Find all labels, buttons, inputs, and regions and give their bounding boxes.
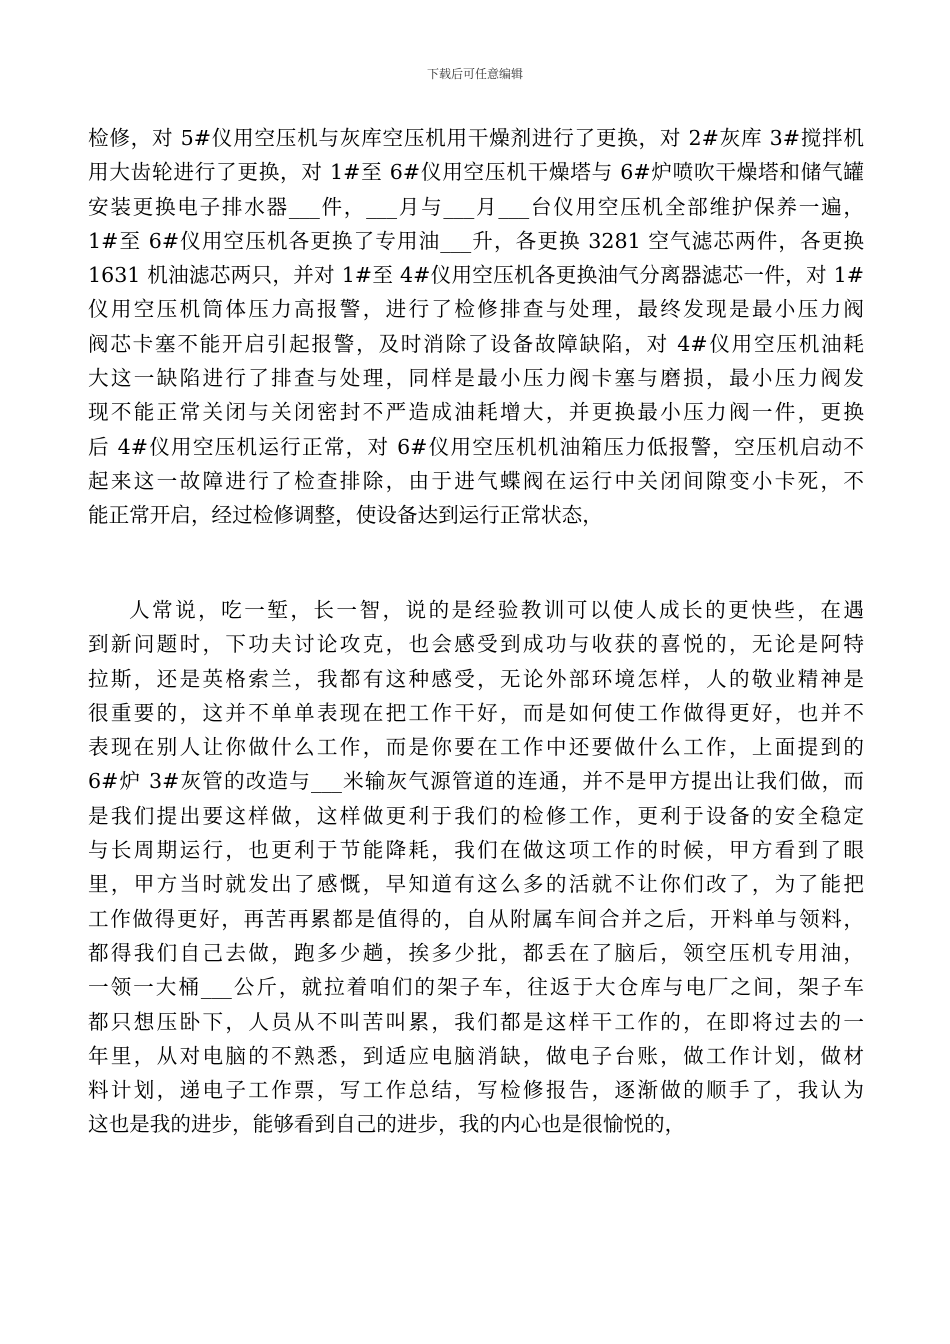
text-line: 现不能正常关闭与关闭密封不严造成油耗增大，并更换最小压力阀一件，更换 — [88, 400, 864, 425]
text-line: 大这一缺陷进行了排查与处理，同样是最小压力阀卡塞与磨损，最小压力阀发 — [88, 366, 864, 391]
text-line: 1631 机油滤芯两只，并对 1#至 4#仪用空压机各更换油气分离器滤芯一件，对 1# — [88, 263, 864, 288]
text-line: 6#炉 3#灰管的改造与___米输灰气源管道的连通，并不是甲方提出让我们做，而 — [88, 769, 864, 794]
text-line: 是我们提出要这样做，这样做更利于我们的检修工作，更利于设备的安全稳定 — [88, 803, 864, 828]
text-line: 起来这一故障进行了检查排除，由于进气蝶阀在运行中关闭间隙变小卡死，不 — [88, 468, 864, 493]
text-line: 拉斯，还是英格索兰，我都有这种感受，无论外部环境怎样，人的敬业精神是 — [88, 666, 864, 691]
text-line: 检修，对 5#仪用空压机与灰库空压机用干燥剂进行了更换，对 2#灰库 3#搅拌机 — [88, 126, 864, 150]
page-header: 下载后可任意编辑 — [426, 67, 523, 81]
text-line: 安装更换电子排水器___件，___月与___月___台仪用空压机全部维护保养一遍， — [88, 194, 864, 219]
text-line: 工作做得更好，再苦再累都是值得的，自从附属车间合并之后，开料单与领料， — [88, 906, 864, 931]
text-line: 都只想压卧下，人员从不叫苦叫累，我们都是这样干工作的，在即将过去的一 — [88, 1009, 864, 1034]
paragraph-2 — [88, 593, 864, 1142]
text-line: 很重要的，这并不单单表现在把工作干好，而是如何使工作做得更好，也并不 — [88, 700, 864, 725]
text-line: 表现在别人让你做什么工作，而是你要在工作中还要做什么工作，上面提到的 — [88, 735, 864, 760]
text-line: 都得我们自己去做，跑多少趟，挨多少批，都丢在了脑后，领空压机专用油， — [88, 940, 864, 965]
paragraph-1 — [88, 121, 864, 533]
text-line: 1#至 6#仪用空压机各更换了专用油___升，各更换 3281 空气滤芯两件，各更换 — [88, 228, 864, 253]
text-line: 里，甲方当时就发出了感慨，早知道有这么多的活就不让你们改了，为了能把 — [88, 872, 864, 897]
text-line: 一领一大桶___公斤，就拉着咱们的架子车，往返于大仓库与电厂之间，架子车 — [88, 975, 864, 1000]
text-line: 仪用空压机筒体压力高报警，进行了检修排查与处理，最终发现是最小压力阀 — [88, 297, 864, 322]
text-line: 料计划，递电子工作票，写工作总结，写检修报告，逐渐做的顺手了，我认为 — [88, 1078, 864, 1103]
text-line: 到新问题时，下功夫讨论攻克，也会感受到成功与收获的喜悦的，无论是阿特 — [88, 632, 864, 657]
text-line: 这也是我的进步，能够看到自己的进步，我的内心也是很愉悦的， — [88, 1112, 686, 1137]
text-line: 阀芯卡塞不能开启引起报警，及时消除了设备故障缺陷，对 4#仪用空压机油耗 — [88, 331, 864, 356]
text-line: 能正常开启，经过检修调整，使设备达到运行正常状态， — [88, 503, 603, 528]
text-line: 与长周期运行，也更利于节能降耗，我们在做这项工作的时候，甲方看到了眼 — [88, 838, 864, 863]
text-line: 年里，从对电脑的不熟悉，到适应电脑消缺，做电子台账，做工作计划，做材 — [88, 1043, 864, 1068]
text-line: 用大齿轮进行了更换，对 1#至 6#仪用空压机干燥塔与 6#炉喷吹干燥塔和储气罐 — [88, 160, 864, 185]
text-line: 人常说，吃一堑，长一智，说的是经验教训可以使人成长的更快些，在遇 — [129, 598, 864, 622]
text-line: 后 4#仪用空压机运行正常，对 6#仪用空压机机油箱压力低报警，空压机启动不 — [88, 434, 864, 459]
